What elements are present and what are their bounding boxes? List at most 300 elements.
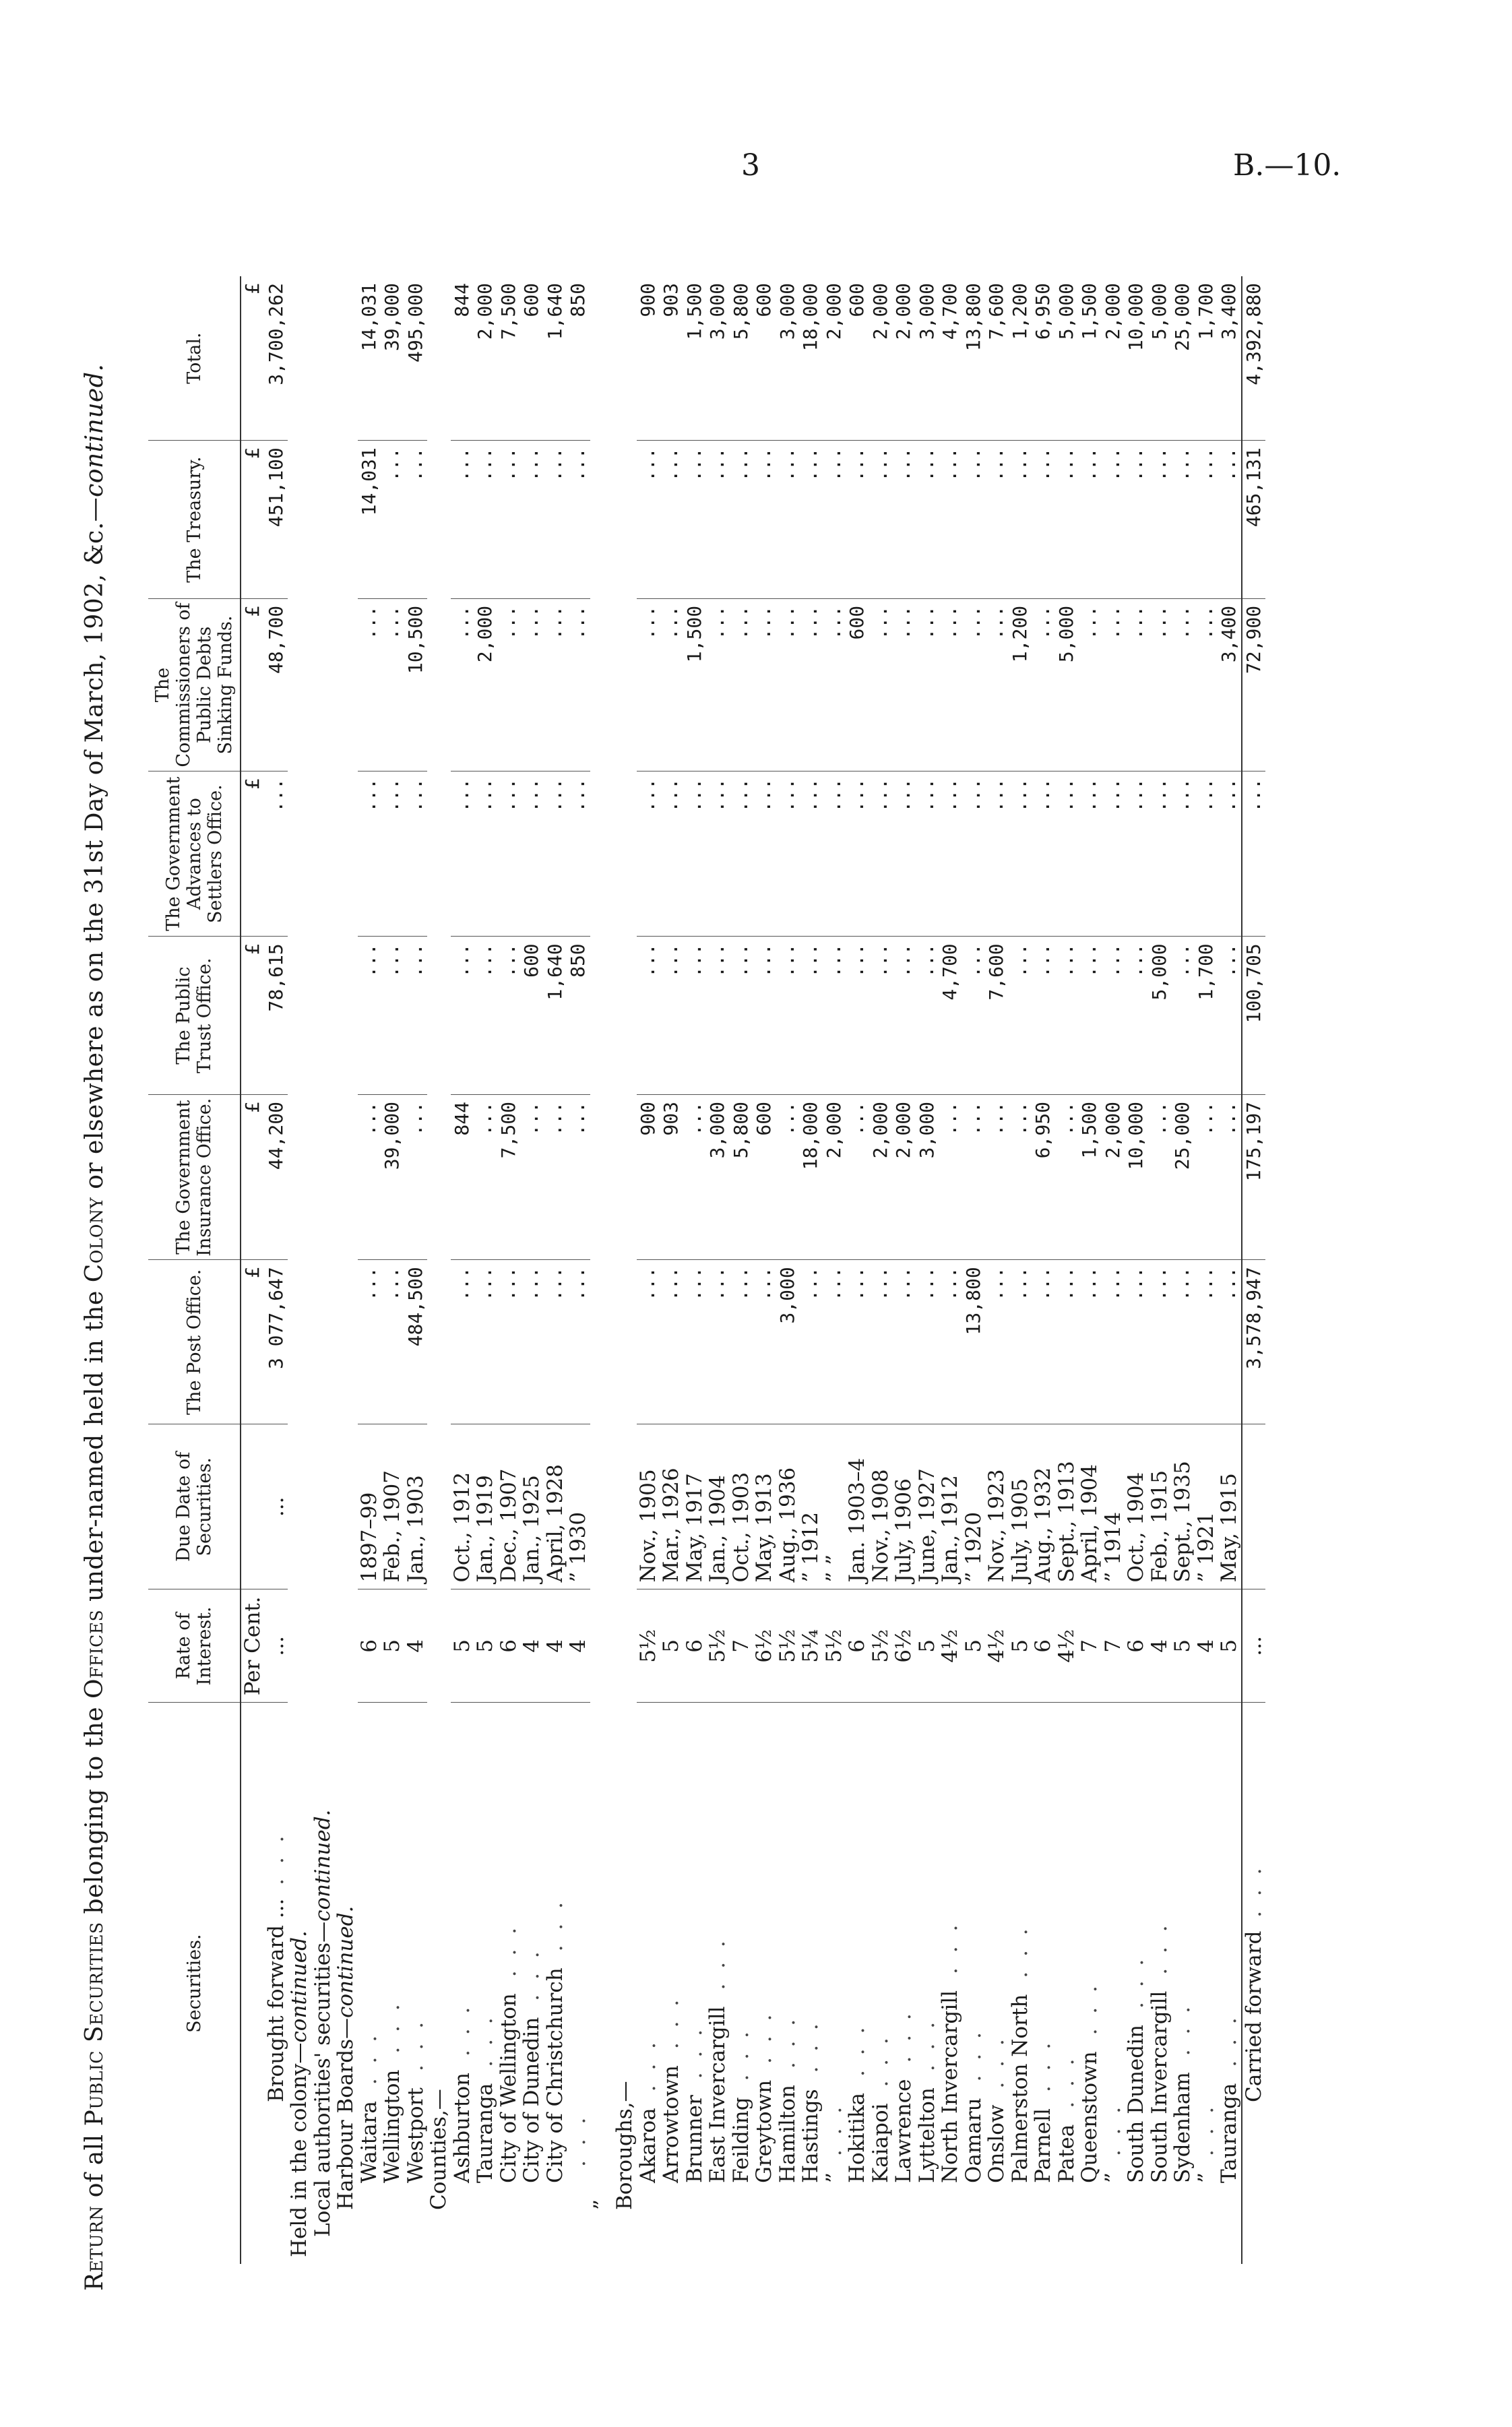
cell-trust: ... <box>1125 937 1148 1095</box>
cell-rate: 5 <box>916 1589 939 1703</box>
cell-commissioners: ... <box>799 598 823 771</box>
leader-dots: . . . <box>263 1831 288 1885</box>
cell-insurance: ... <box>1218 1095 1242 1260</box>
cell-total: 2,000 <box>474 276 497 441</box>
cell-treasury: 465,131 <box>1242 441 1266 599</box>
cell-commissioners: ... <box>823 598 846 771</box>
cell-treasury: ... <box>1102 441 1125 599</box>
cell-security-name <box>753 1703 776 2264</box>
cell-due: Oct., 1912 <box>451 1424 474 1589</box>
cell-advances: ... <box>381 771 404 937</box>
cell-due: Jan., 1925 <box>520 1424 544 1589</box>
cell-post: ... <box>892 1260 916 1424</box>
cell-total: 1,700 <box>1195 276 1218 441</box>
cell-commissioners: 3,400 <box>1218 598 1242 771</box>
cell-advances: ... <box>520 771 544 937</box>
cell-treasury: ... <box>799 441 823 599</box>
leader-dots: . . . <box>798 2019 823 2073</box>
cell-security-name <box>1171 1703 1195 2264</box>
cell-commissioners: ... <box>1195 598 1218 771</box>
cell-commissioners: ... <box>381 598 404 771</box>
cell-commissioners: ... <box>869 598 893 771</box>
cell-post: ... <box>1195 1260 1218 1424</box>
cell-insurance: ... <box>544 1095 567 1260</box>
cell-post: 484,500 <box>404 1260 428 1424</box>
cell-insurance: ... <box>683 1095 707 1260</box>
cell-commissioners: ... <box>660 598 683 771</box>
cell-commissioners: ... <box>985 598 1009 771</box>
cell-rate: 5½ <box>823 1589 846 1703</box>
cell-trust: ... <box>753 937 776 1095</box>
cell-treasury: ... <box>474 441 497 599</box>
cell-total: 13,800 <box>962 276 986 441</box>
cell-insurance: 2,000 <box>869 1095 893 1260</box>
section-row <box>613 276 637 2264</box>
section-label: Counties,— <box>427 2089 451 2210</box>
cell-advances: ... <box>939 771 962 937</box>
cell-treasury: ... <box>637 441 660 599</box>
cell-trust: ... <box>846 937 869 1095</box>
page-title <box>81 270 108 2291</box>
security-name: Waitara <box>356 2101 381 2183</box>
cell-trust: ... <box>799 937 823 1095</box>
table-row <box>1218 276 1242 2264</box>
cell-rate: 5 <box>381 1589 404 1703</box>
cell-due: ” 1921 <box>1195 1424 1218 1589</box>
cell-post: ... <box>637 1260 660 1424</box>
security-name: Patea <box>1054 2124 1079 2183</box>
leader-dots: . . . <box>1217 2013 1242 2067</box>
cell-security-name <box>1078 1703 1102 2264</box>
leader-dots: . . . <box>1170 2002 1195 2056</box>
title-text: under-named held in the <box>81 1282 108 1610</box>
cell-trust: ... <box>451 937 474 1095</box>
cell-insurance: ... <box>404 1095 428 1260</box>
cell-security-name <box>939 1703 962 2264</box>
brought-forward-row <box>265 276 288 2264</box>
table-row <box>1102 276 1125 2264</box>
cell-treasury: ... <box>892 441 916 599</box>
cell-treasury: ... <box>753 441 776 599</box>
security-name: South Dunedin <box>1124 2025 1149 2183</box>
col-commissioners: The Commissioners of Public Debts Sinking Funds. <box>148 598 241 771</box>
cell-rate: 4 <box>567 1589 590 1703</box>
col-trust: The Public Trust Office. <box>148 937 241 1095</box>
cell-total: 5,800 <box>730 276 753 441</box>
cell-total: 3,700,262 <box>265 276 288 441</box>
cell-commissioners: ... <box>753 598 776 771</box>
cell-post: 3,000 <box>776 1260 800 1424</box>
cell-trust: ... <box>869 937 893 1095</box>
table-row <box>1195 276 1218 2264</box>
section-row <box>590 276 614 2264</box>
section-continued: continued. <box>310 1809 335 1922</box>
cell-treasury: ... <box>1009 441 1032 599</box>
cell-rate: 5 <box>474 1589 497 1703</box>
table-row <box>358 276 381 2264</box>
security-name: ” <box>1100 2172 1125 2183</box>
col-securities: Securities. <box>148 1703 241 2264</box>
cell-rate: 4 <box>544 1589 567 1703</box>
cell-insurance: 3,000 <box>916 1095 939 1260</box>
cell-due: Dec., 1907 <box>497 1424 521 1589</box>
security-name: Greytown <box>752 2079 777 2183</box>
security-name: Tauranga <box>473 2083 498 2183</box>
cell-advances: ... <box>846 771 869 937</box>
cell-post: ... <box>567 1260 590 1424</box>
cell-security-name <box>358 1703 381 2264</box>
cell-due: ” 1912 <box>799 1424 823 1589</box>
cell-insurance: 900 <box>637 1095 660 1260</box>
security-name: Tauranga <box>1217 2083 1242 2183</box>
leader-dots: . . . <box>635 2038 660 2092</box>
cell-security-name <box>1148 1703 1172 2264</box>
leader-dots: . . . <box>775 2015 800 2069</box>
cell-post: ... <box>706 1260 730 1424</box>
leader-dots: . . . <box>1100 2102 1125 2157</box>
cell-security-name <box>544 1703 567 2264</box>
security-name: Brunner <box>682 2095 707 2183</box>
cell-rate: 5½ <box>776 1589 800 1703</box>
cell-insurance: ... <box>358 1095 381 1260</box>
cell-insurance: 1,500 <box>1078 1095 1102 1260</box>
cell-insurance: 600 <box>753 1095 776 1260</box>
cell-advances: ... <box>404 771 428 937</box>
table-row <box>474 276 497 2264</box>
cell-post: ... <box>1055 1260 1079 1424</box>
cell-treasury: ... <box>1218 441 1242 599</box>
cell-trust: 4,700 <box>939 937 962 1095</box>
cell-rate: 4 <box>520 1589 544 1703</box>
cell-trust: 100,705 <box>1242 937 1266 1095</box>
security-name: Hokitika <box>845 2092 870 2183</box>
cell-post: ... <box>1125 1260 1148 1424</box>
cell-treasury: ... <box>1078 441 1102 599</box>
cell-due: 1897–99 <box>358 1424 381 1589</box>
carried-forward-row <box>1242 276 1266 2264</box>
cell-security-name <box>683 1703 707 2264</box>
cell-trust: ... <box>381 937 404 1095</box>
cell-total: 600 <box>753 276 776 441</box>
cell-commissioners: 72,900 <box>1242 598 1266 771</box>
cell-post: ... <box>1102 1260 1125 1424</box>
cell-rate: 6 <box>683 1589 707 1703</box>
cell-trust: ... <box>497 937 521 1095</box>
cell-rate: 5¼ <box>799 1589 823 1703</box>
cell-advances: ... <box>567 771 590 937</box>
cell-security-name <box>823 1703 846 2264</box>
cell-security-name <box>1009 1703 1032 2264</box>
leader-dots: . . . <box>1193 2102 1218 2157</box>
cell-due: Nov., 1908 <box>869 1424 893 1589</box>
cell-advances: ... <box>730 771 753 937</box>
leader-dots: . . . <box>1077 1982 1102 2036</box>
table-row <box>1125 276 1148 2264</box>
leader-dots: . . . <box>984 2035 1009 2089</box>
cell-advances: ... <box>823 771 846 937</box>
cell-commissioners: ... <box>706 598 730 771</box>
section-label: Local authorities' securities— <box>310 1921 335 2237</box>
table-row <box>823 276 846 2264</box>
cell-advances: ... <box>1195 771 1218 937</box>
cell-insurance: ... <box>520 1095 544 1260</box>
cell-rate: ... <box>265 1589 288 1703</box>
cell-total: 1,200 <box>1009 276 1032 441</box>
cell-commissioners: 1,500 <box>683 598 707 771</box>
cell-commissioners: ... <box>892 598 916 771</box>
security-name: Hamilton <box>775 2085 800 2183</box>
cell-commissioners: ... <box>358 598 381 771</box>
cell-total: 3,000 <box>776 276 800 441</box>
cell-due: Sept., 1913 <box>1055 1424 1079 1589</box>
unit-pound: £ <box>241 1260 265 1424</box>
title-text: Offices <box>81 1609 108 1699</box>
cell-rate: 5½ <box>869 1589 893 1703</box>
cell-total: 600 <box>520 276 544 441</box>
cell-total: 4,392,880 <box>1242 276 1266 441</box>
col-insurance: The Government Insurance Office. <box>148 1095 241 1260</box>
leader-dots: . . . <box>449 2003 474 2057</box>
cell-post: ... <box>753 1260 776 1424</box>
cell-commissioners: ... <box>451 598 474 771</box>
cell-total: 2,000 <box>1102 276 1125 441</box>
leader-dots: . . . <box>380 2000 405 2054</box>
cell-treasury: ... <box>404 441 428 599</box>
leader-dots: . . . <box>961 2028 986 2082</box>
cell-advances: ... <box>1125 771 1148 937</box>
security-name: Wellington <box>380 2069 405 2183</box>
cell-post: ... <box>846 1260 869 1424</box>
cell-trust: ... <box>358 937 381 1095</box>
cell-treasury: 451,100 <box>265 441 288 599</box>
cell-post: ... <box>474 1260 497 1424</box>
cell-commissioners: ... <box>1148 598 1172 771</box>
cell-post: ... <box>1171 1260 1195 1424</box>
title-lead: Return <box>81 2205 108 2291</box>
cell-security-name <box>1195 1703 1218 2264</box>
cell-treasury: ... <box>660 441 683 599</box>
cell-advances: ... <box>637 771 660 937</box>
cell-advances: ... <box>1148 771 1172 937</box>
leader-dots: . . . <box>914 2017 939 2072</box>
security-name: Westport <box>403 2087 428 2183</box>
cell-advances: ... <box>683 771 707 937</box>
cell-treasury: ... <box>497 441 521 599</box>
title-continued: continued. <box>81 363 108 497</box>
cell-post: ... <box>799 1260 823 1424</box>
cell-due: July, 1905 <box>1009 1424 1032 1589</box>
cell-post: ... <box>683 1260 707 1424</box>
cell-security-name <box>1032 1703 1055 2264</box>
cell-commissioners: ... <box>1032 598 1055 771</box>
cell-commissioners: ... <box>567 598 590 771</box>
cell-security-name <box>962 1703 986 2264</box>
cell-security-name <box>1125 1703 1148 2264</box>
cell-insurance: 25,000 <box>1171 1095 1195 1260</box>
cell-advances: ... <box>962 771 986 937</box>
cell-trust: 7,600 <box>985 937 1009 1095</box>
cell-trust: ... <box>1218 937 1242 1095</box>
cell-advances: ... <box>1171 771 1195 937</box>
cell-trust: ... <box>730 937 753 1095</box>
cell-rate: 6½ <box>753 1589 776 1703</box>
cell-trust: ... <box>474 937 497 1095</box>
cell-rate: 4 <box>1148 1589 1172 1703</box>
document-reference: B.—10. <box>1233 148 1342 183</box>
leader-dots: . . . <box>1241 1864 1266 1918</box>
title-text: of all <box>81 2126 108 2206</box>
table-row <box>1171 276 1195 2264</box>
table-row <box>520 276 544 2264</box>
cell-trust: ... <box>1032 937 1055 1095</box>
cell-commissioners: ... <box>939 598 962 771</box>
cell-total: 4,700 <box>939 276 962 441</box>
cell-total: 1,640 <box>544 276 567 441</box>
section-row <box>334 276 358 2264</box>
cell-commissioners: 48,700 <box>265 598 288 771</box>
cell-treasury: ... <box>567 441 590 599</box>
cell-insurance: ... <box>776 1095 800 1260</box>
cell-treasury: ... <box>1148 441 1172 599</box>
cell-rate: 5 <box>451 1589 474 1703</box>
cell-rate: 5 <box>962 1589 986 1703</box>
security-name: Hastings <box>798 2089 823 2183</box>
cell-advances: ... <box>451 771 474 937</box>
security-name: Parnell <box>1031 2108 1056 2183</box>
cell-post: 3 077,647 <box>265 1260 288 1424</box>
cell-rate: 5½ <box>637 1589 660 1703</box>
security-name: Kaiapoi <box>868 2103 893 2183</box>
security-name: ” <box>821 2172 846 2183</box>
cell-post: ... <box>544 1260 567 1424</box>
cell-due: June, 1927 <box>916 1424 939 1589</box>
cell-treasury: ... <box>846 441 869 599</box>
cell-total: 10,000 <box>1125 276 1148 441</box>
cell-commissioners: ... <box>497 598 521 771</box>
cell-total: 900 <box>637 276 660 441</box>
security-name: Queenstown <box>1077 2051 1102 2183</box>
cell-advances: ... <box>869 771 893 937</box>
cell-rate: 4½ <box>1055 1589 1079 1703</box>
leader-dots: . . . <box>938 1920 963 1974</box>
cell-trust: ... <box>706 937 730 1095</box>
cell-due: Feb., 1915 <box>1148 1424 1172 1589</box>
cell-trust: ... <box>637 937 660 1095</box>
leader-dots: . . . <box>891 2009 916 2063</box>
leader-dots: . . . <box>1054 2054 1079 2108</box>
cell-commissioners: 5,000 <box>1055 598 1079 771</box>
cell-advances: ... <box>358 771 381 937</box>
cell-total: 600 <box>846 276 869 441</box>
cell-total: 3,400 <box>1218 276 1242 441</box>
cell-post: ... <box>1009 1260 1032 1424</box>
section-label: Harbour Boards— <box>334 2018 358 2210</box>
ditto-mark: ” <box>589 2199 614 2210</box>
cell-rate: ... <box>1242 1589 1266 1703</box>
security-name: City of Wellington <box>496 1993 521 2183</box>
table-row <box>637 276 660 2264</box>
cell-insurance: ... <box>1055 1095 1079 1260</box>
cell-due: Oct., 1904 <box>1125 1424 1148 1589</box>
cell-trust: 600 <box>520 937 544 1095</box>
cell-post: ... <box>869 1260 893 1424</box>
cell-treasury: ... <box>706 441 730 599</box>
cell-security-name <box>776 1703 800 2264</box>
cell-trust: 5,000 <box>1148 937 1172 1095</box>
cell-trust: 78,615 <box>265 937 288 1095</box>
cell-commissioners: ... <box>637 598 660 771</box>
cell-treasury: ... <box>962 441 986 599</box>
cell-treasury: 14,031 <box>358 441 381 599</box>
table-row <box>776 276 800 2264</box>
table-row <box>381 276 404 2264</box>
table-row <box>1009 276 1032 2264</box>
cell-trust: ... <box>1055 937 1079 1095</box>
cell-total: 5,000 <box>1055 276 1079 441</box>
table-row <box>846 276 869 2264</box>
cell-treasury: ... <box>730 441 753 599</box>
cell-total: 2,000 <box>869 276 893 441</box>
cell-insurance: 2,000 <box>1102 1095 1125 1260</box>
cell-due: Nov., 1905 <box>637 1424 660 1589</box>
cell-treasury: ... <box>520 441 544 599</box>
cell-due: May, 1913 <box>753 1424 776 1589</box>
cell-commissioners: ... <box>962 598 986 771</box>
cell-rate: 5 <box>1171 1589 1195 1703</box>
cell-total: 14,031 <box>358 276 381 441</box>
cell-trust: ... <box>892 937 916 1095</box>
cell-commissioners: 600 <box>846 598 869 771</box>
leader-dots: . . . <box>519 1947 544 2001</box>
col-treasury: The Treasury. <box>148 441 241 599</box>
table-row <box>660 276 683 2264</box>
unit-pound: £ <box>241 598 265 771</box>
cell-post: ... <box>358 1260 381 1424</box>
cell-total: 39,000 <box>381 276 404 441</box>
cell-total: 7,600 <box>985 276 1009 441</box>
cell-insurance: 7,500 <box>497 1095 521 1260</box>
cell-treasury: ... <box>985 441 1009 599</box>
cell-trust: ... <box>776 937 800 1095</box>
cell-post: ... <box>520 1260 544 1424</box>
cell-security-name <box>497 1703 521 2264</box>
rotated-table-sheet <box>54 256 1401 2304</box>
cell-insurance: ... <box>474 1095 497 1260</box>
cell-advances: ... <box>265 771 288 937</box>
cell-rate: 4 <box>404 1589 428 1703</box>
section-row <box>288 276 311 2264</box>
cell-advances: ... <box>1055 771 1079 937</box>
cell-insurance: ... <box>1009 1095 1032 1260</box>
cell-advances: ... <box>892 771 916 937</box>
cell-treasury: ... <box>916 441 939 599</box>
title-text: or elsewhere as on the 31st Day of March, 1902, &c.— <box>81 497 108 1197</box>
cell-due: Jan., 1903 <box>404 1424 428 1589</box>
cell-insurance: 44,200 <box>265 1095 288 1260</box>
security-name: Sydenham <box>1170 2072 1195 2183</box>
cell-commissioners: 10,500 <box>404 598 428 771</box>
leader-dots: . . . <box>1031 2038 1056 2093</box>
cell-post: ... <box>1078 1260 1102 1424</box>
leader-dots: . . . <box>566 2113 591 2167</box>
cell-treasury: ... <box>776 441 800 599</box>
leader-dots: . . . <box>1147 1921 1172 1975</box>
cell-due: ” 1920 <box>962 1424 986 1589</box>
cell-treasury: ... <box>1171 441 1195 599</box>
table-row <box>1078 276 1102 2264</box>
cell-total: 5,000 <box>1148 276 1172 441</box>
security-name: City of Christchurch <box>542 1967 567 2183</box>
